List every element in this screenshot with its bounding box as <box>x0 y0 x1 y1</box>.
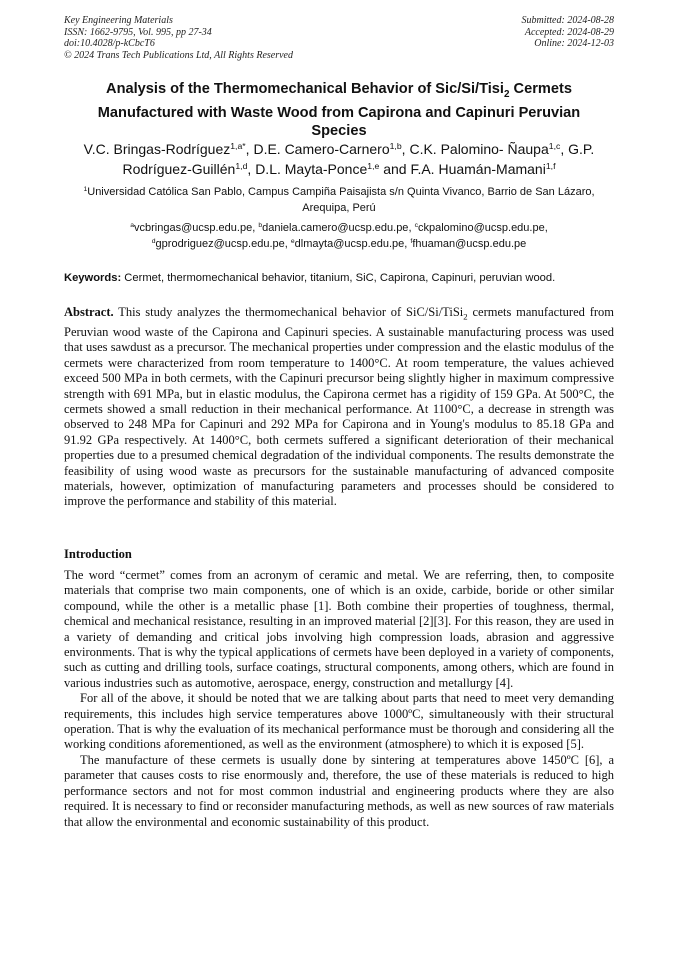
keywords <box>64 271 616 285</box>
copyright-line: © 2024 Trans Tech Publications Ltd, All Rights Reserved <box>64 49 293 61</box>
author: G.P. Rodríguez-Guillén$^{1,d}$, <box>122 141 595 177</box>
paper-title: Analysis of the Thermomechanical Behavior of Sic/Si/Tisi$_2$ Cermets Manufactured with Waste Wood from Capirona and Capinuri Peruvian Species <box>97 81 581 140</box>
journal-header <box>64 15 293 61</box>
author-list <box>50 140 628 179</box>
dates-header <box>522 15 615 50</box>
paragraph: The manufacture of these cermets is usually done by sintering at temperatures above 1450ºC [6], a parameter that causes costs to rise enormously and, therefore, the use of these materials is reduced to high performance sectors and not for most common industrial and engineering products where they are also required. It is necessary to find or reconsider manufacturing methods, as well as new sources of raw materials that allow the environmental and economic sustainability of this product. <box>64 752 614 829</box>
email-link[interactable]: $^b$daniela.camero@ucsp.edu.pe <box>258 221 409 234</box>
abstract: Abstract. This study analyzes the thermomechanical behavior of SiC/Si/TiSi$_2$ cermets manufactured from Peruvian wood waste of the Capirona and Capinuri species. A sustainable manufacturing process was used that uses sawdust as a precursor. The mechanical properties under compression and the elastic modulus of the cermets were characterized from room temperature to 1400°C. At room temperature, the values achieved exceed 500 MPa in both cermets, with the Capinuri precursor being slightly higher in maximum compressive strength with 691 MPa, but in elastic modulus, the Capirona cermet has a rigidity of 159 GPa. At 500°C, the cermets showed a small reduction in their mechanical performance. At 1100°C, a decrease in strength was observed to 248 MPa for Capinuri and 292 MPa for Capirona and in Young's modulus to 85.18 GPa and 91.92 GPa respectively. At 1400°C, both cermets suffered a significant deterioration of their mechanical properties due to a presumed chemical degradation of the individual components. The results demonstrate the feasibility of using wood waste as precursors for the sustainable manufacturing of advanced composite materials, however, optimization of manufacturing parameters and processes should be considered to improve the performance and stability of this material. <box>64 305 614 509</box>
affiliation: $^1$Universidad Católica San Pablo, Campus Campiña Paisajista s/n Quinta Vivanco, Barrio de San Lázaro, Arequipa, Perú <box>83 185 595 214</box>
author: F.A. Huamán-Mamani$^{1,f}$ <box>410 160 556 177</box>
submitted-date: Submitted: 2024-08-28 <box>521 15 614 26</box>
author: V.C. Bringas-Rodríguez$^{1,a*}$, <box>83 140 254 157</box>
email-link[interactable]: $^e$dlmayta@ucsp.edu.pe <box>290 237 405 250</box>
paragraph: The word “cermet” comes from an acronym of ceramic and metal. We are referring, then, to composite materials that comprise two main components, one of which is an oxide, carbide, boride or other similar compound, while the other is a metallic phase [1]. Both combine their properties of toughness, thermal, chemical and mechanical resistance, resulting in an improved material [2][3]. For this reason, they are used in a variety of demanding and critical jobs involving high compression loads, abrasion and aggressive environments. That is why the typical applications of cermets have been deployed in a variety of components, such as cutting and drilling tools, surface coatings, structural components, among others, which are found in various industries such as automotive, aerospace, energy, construction and metallurgy [4]. <box>64 568 614 690</box>
accepted-date: Accepted: 2024-08-29 <box>524 26 614 38</box>
online-date: Online: 2024-12-03 <box>534 38 614 49</box>
abstract-label: Abstract. <box>64 305 114 319</box>
email-link[interactable]: $^c$ckpalomino@ucsp.edu.pe <box>414 221 545 234</box>
email-link[interactable]: $^d$gprodriguez@ucsp.edu.pe <box>151 237 285 250</box>
paragraph: For all of the above, it should be noted that we are talking about parts that need to meet very demanding requirements, this includes high service temperatures above 1000ºC, simultaneously with their structural operation. That is why the evaluation of its mechanical performance must be thorough and considering all the working conditions aforementioned, as well as the environment (atmosphere) to which it is exposed [5]. <box>64 691 614 752</box>
issn-line: ISSN: 1662-9795, Vol. 995, pp 27-34 <box>64 26 212 38</box>
author: C.K. Palomino- Ñaupa$^{1,c}$, <box>409 140 569 157</box>
introduction-heading: Introduction <box>64 547 132 561</box>
keywords-text: Cermet, thermomechanical behavior, titanium, SiC, Capirona, Capinuri, peruvian wood. <box>121 272 556 284</box>
author-emails: $^a$vcbringas@ucsp.edu.pe, $^b$daniela.camero@ucsp.edu.pe, $^c$ckpalomino@ucsp.edu.pe, $^d$gprodriguez@ucsp.edu.pe, $^e$dlmayta@ucsp.edu.pe, $^f$fhuaman@ucsp.edu.pe <box>130 221 548 250</box>
journal-name: Key Engineering Materials <box>64 15 173 26</box>
author: D.L. Mayta-Ponce$^{1,e}$ and <box>255 160 411 177</box>
introduction-body <box>64 568 614 830</box>
doi-line: doi:10.4028/p-kCbcT6 <box>64 38 155 49</box>
email-link[interactable]: $^f$fhuaman@ucsp.edu.pe <box>410 237 527 250</box>
keywords-label: Keywords: <box>64 272 122 284</box>
author: D.E. Camero-Carnero$^{1,b}$, <box>253 140 410 157</box>
email-link[interactable]: $^a$vcbringas@ucsp.edu.pe <box>130 221 253 234</box>
